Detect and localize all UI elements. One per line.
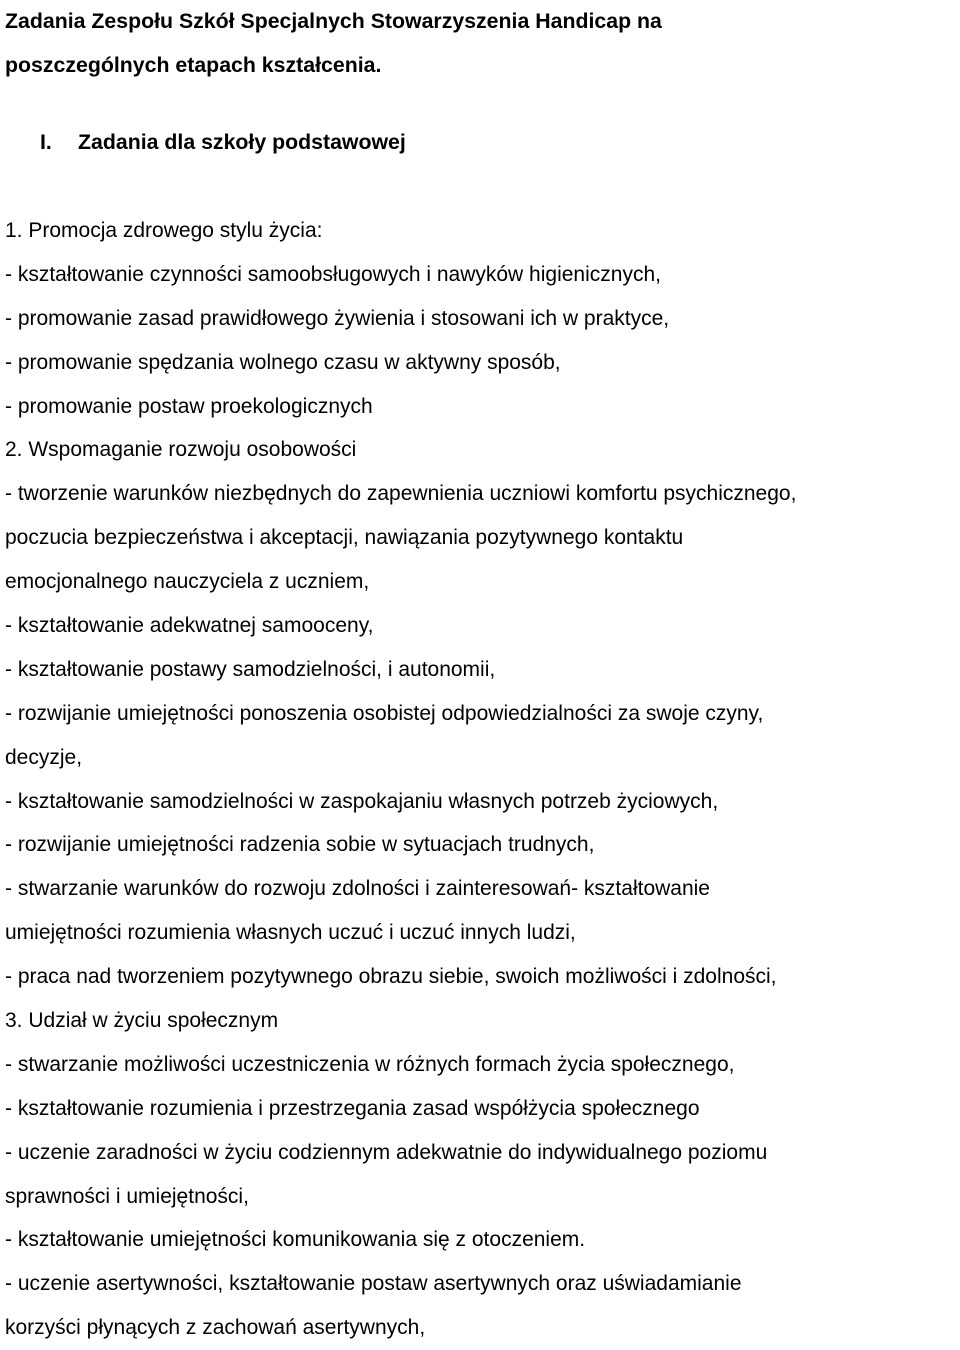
list-item: - kształtowanie rozumienia i przestrzegania zasad współżycia społecznego [5, 1096, 700, 1120]
list-item: - rozwijanie umiejętności ponoszenia osobistej odpowiedzialności za swoje czyny, [5, 701, 764, 725]
subsection-heading-social: 3. Udział w życiu społecznym [5, 1009, 279, 1033]
list-item: - promowanie spędzania wolnego czasu w aktywny sposób, [5, 350, 561, 374]
section-number: I. [40, 130, 52, 154]
subsection-heading-personality: 2. Wspomaganie rozwoju osobowości [5, 438, 357, 462]
list-item-continuation: poczucia bezpieczeństwa i akceptacji, nawiązania pozytywnego kontaktu [5, 526, 684, 550]
title-line-2: poszczególnych etapach kształcenia. [5, 52, 382, 77]
list-item: - kształtowanie czynności samoobsługowych i nawyków higienicznych, [5, 262, 661, 286]
list-item: - uczenie zaradności w życiu codziennym adekwatnie do indywidualnego poziomu [5, 1140, 768, 1164]
list-item-continuation: sprawności i umiejętności, [5, 1184, 249, 1208]
section-heading [40, 121, 406, 165]
list-item: - kształtowanie postawy samodzielności, i autonomii, [5, 657, 496, 681]
document-title [5, 0, 955, 87]
document-body [5, 209, 957, 1350]
list-item: - uczenie asertywności, kształtowanie postaw asertywnych oraz uświadamianie [5, 1272, 742, 1296]
list-item: - tworzenie warunków niezbędnych do zapewnienia uczniowi komfortu psychicznego, [5, 482, 797, 506]
list-item: - stwarzanie warunków do rozwoju zdolności i zainteresowań- kształtowanie [5, 877, 710, 901]
list-item-continuation: umiejętności rozumienia własnych uczuć i uczuć innych ludzi, [5, 921, 576, 945]
list-item: - promowanie zasad prawidłowego żywienia i stosowani ich w praktyce, [5, 306, 670, 330]
list-item: - kształtowanie umiejętności komunikowania się z otoczeniem. [5, 1228, 586, 1252]
list-item: - praca nad tworzeniem pozytywnego obrazu siebie, swoich możliwości i zdolności, [5, 965, 777, 989]
list-item: - rozwijanie umiejętności radzenia sobie w sytuacjach trudnych, [5, 833, 595, 857]
list-item: - stwarzanie możliwości uczestniczenia w różnych formach życia społecznego, [5, 1052, 735, 1076]
list-item-continuation: emocjonalnego nauczyciela z uczniem, [5, 570, 370, 594]
subsection-heading-health: 1. Promocja zdrowego stylu życia: [5, 219, 323, 242]
list-item-continuation: decyzje, [5, 745, 83, 769]
section-title: Zadania dla szkoły podstawowej [78, 130, 406, 154]
list-item: - kształtowanie adekwatnej samooceny, [5, 614, 374, 638]
list-item: - kształtowanie samodzielności w zaspokajaniu własnych potrzeb życiowych, [5, 789, 719, 813]
title-line-1: Zadania Zespołu Szkół Specjalnych Stowarzyszenia Handicap na [5, 9, 662, 33]
list-item-continuation: korzyści płynących z zachowań asertywnych, [5, 1316, 426, 1340]
list-item: - promowanie postaw proekologicznych [5, 394, 373, 418]
